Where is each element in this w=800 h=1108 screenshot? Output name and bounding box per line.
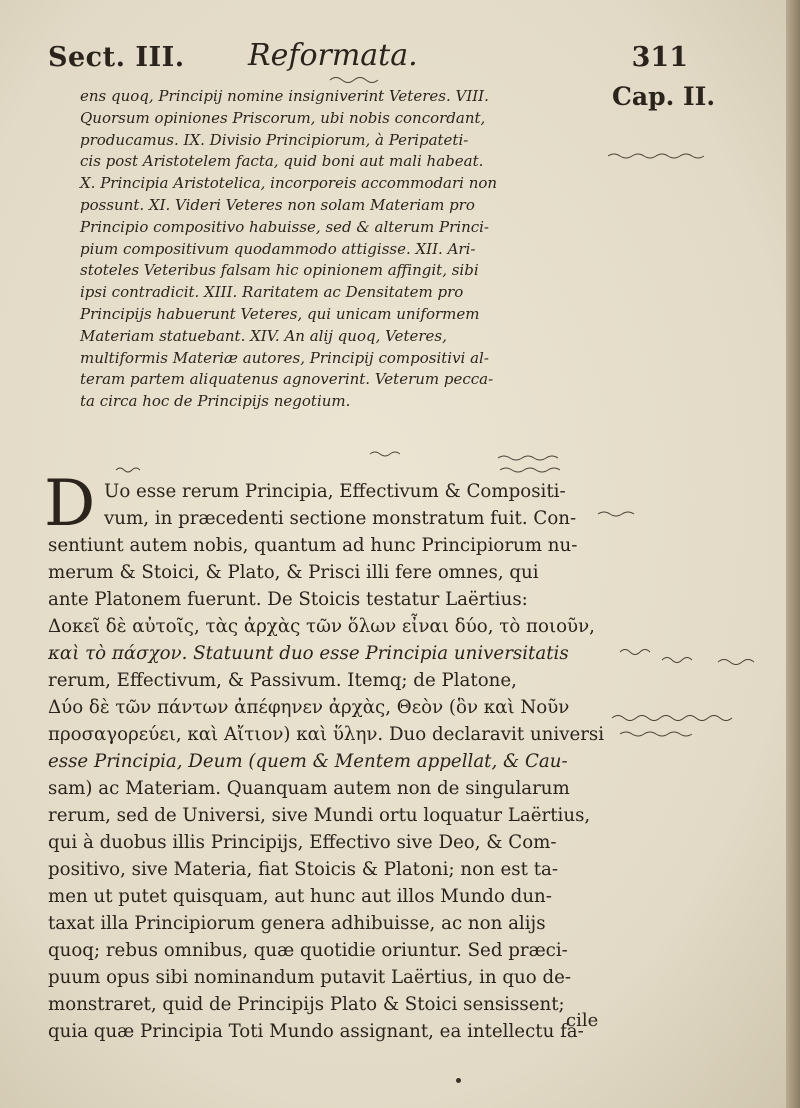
summary-line: teram partem aliquatenus agnoverint. Veterum pecca- <box>80 370 494 389</box>
summary-line: ta circa hoc de Principijs negotium. <box>80 392 351 411</box>
body-line: καὶ τὸ πάσχον. Statuunt duo esse Principia universitatis <box>48 643 569 664</box>
summary-line: ipsi contradicit. XIII. Raritatem ac Densitatem pro <box>80 283 464 302</box>
summary-line: producamus. IX. Divisio Principiorum, à Peripateti- <box>80 130 469 149</box>
summary-line: cis post Aristotelem facta, quid boni aut mali habeat. <box>80 152 484 171</box>
body-line: προσαγορεύει, καὶ Αἴτιον) καὶ ὕλην. Duo declaravit universi <box>48 724 605 745</box>
catchword: cile <box>566 1010 599 1031</box>
summary-line: ens quoq, Principij nomine insigniverint Veteres. VIII. <box>80 87 489 105</box>
summary-line: Materiam statuebant. XIV. An alij quoq, Veteres, <box>80 326 447 345</box>
page-mark <box>456 1078 461 1083</box>
body-line: sentiunt autem nobis, quantum ad hunc Principiorum nu- <box>48 535 578 556</box>
body-line: merum & Stoici, & Plato, & Prisci illi fere omnes, qui <box>48 562 539 583</box>
page-number: 311 <box>631 42 688 73</box>
chapter-summary <box>80 86 600 413</box>
body-line: ante Platonem fuerunt. De Stoicis testatur Laërtius: <box>48 589 528 610</box>
body-line: qui à duobus illis Principijs, Effectivo sive Deo, & Com- <box>48 832 557 853</box>
running-title: Reformata. <box>248 38 418 73</box>
summary-line: pium compositivum quodammodo attigisse. XII. Ari- <box>80 239 476 258</box>
summary-line: stoteles Veteribus falsam hic opinionem affingit, sibi <box>80 261 479 280</box>
body-line: rerum, sed de Universi, sive Mundi ortu loquatur Laërtius, <box>48 805 591 826</box>
summary-line: Principio compositivo habuisse, sed & alterum Princi- <box>80 217 489 236</box>
summary-line: multiformis Materiæ autores, Principij compositivi al- <box>80 348 489 367</box>
chapter-label: Cap. II. <box>612 82 716 111</box>
body-line: quoq; rebus omnibus, quæ quotidie oriuntur. Sed præci- <box>48 940 568 961</box>
section-label: Sect. III. <box>48 42 185 73</box>
summary-line: Principijs habuerunt Veteres, qui unicam uniformem <box>80 304 480 323</box>
summary-line: Quorsum opiniones Priscorum, ubi nobis concordant, <box>80 108 486 127</box>
body-line: men ut putet quisquam, aut hunc aut illos Mundo dun- <box>48 886 552 907</box>
body-line: quia quæ Principia Toti Mundo assignant, ea intellectu fa- <box>48 1021 584 1042</box>
summary-line: X. Principia Aristotelica, incorporeis accommodari non <box>80 174 498 193</box>
body-line: Δοκεῖ δὲ αὐτοῖς, τὰς ἀρχὰς τῶν ὅλων εἶναι δύο, τὸ ποιοῦν, <box>48 616 595 637</box>
body-line: monstraret, quid de Principijs Plato & Stoici sensissent; <box>48 994 565 1015</box>
body-line: Δύο δὲ τῶν πάντων ἀπέφηνεν ἀρχὰς, Θεὸν (ὃν καὶ Νοῦν <box>48 697 570 718</box>
body-line: taxat illa Principiorum genera adhibuisse, ac non alijs <box>48 913 546 934</box>
summary-line: possunt. XI. Videri Veteres non solam Materiam pro <box>80 195 475 214</box>
body-line: rerum, Effectivum, & Passivum. Itemq; de Platone, <box>48 670 517 691</box>
body-text <box>48 478 605 1045</box>
drop-capital: D <box>44 467 96 541</box>
body-line: esse Principia, Deum (quem & Mentem appellat, & Cau- <box>48 751 568 772</box>
body-line: puum opus sibi nominandum putavit Laërtius, in quo de- <box>48 967 572 988</box>
page-edge <box>786 0 800 1108</box>
body-line: positivo, sive Materia, fiat Stoicis & Platoni; non est ta- <box>48 859 559 880</box>
body-line: vum, in præcedenti sectione monstratum fuit. Con- <box>104 508 577 529</box>
running-header <box>48 38 688 82</box>
body-line: Uo esse rerum Principia, Effectivum & Compositi- <box>104 481 566 502</box>
body-line: sam) ac Materiam. Quanquam autem non de singularum <box>48 778 570 799</box>
